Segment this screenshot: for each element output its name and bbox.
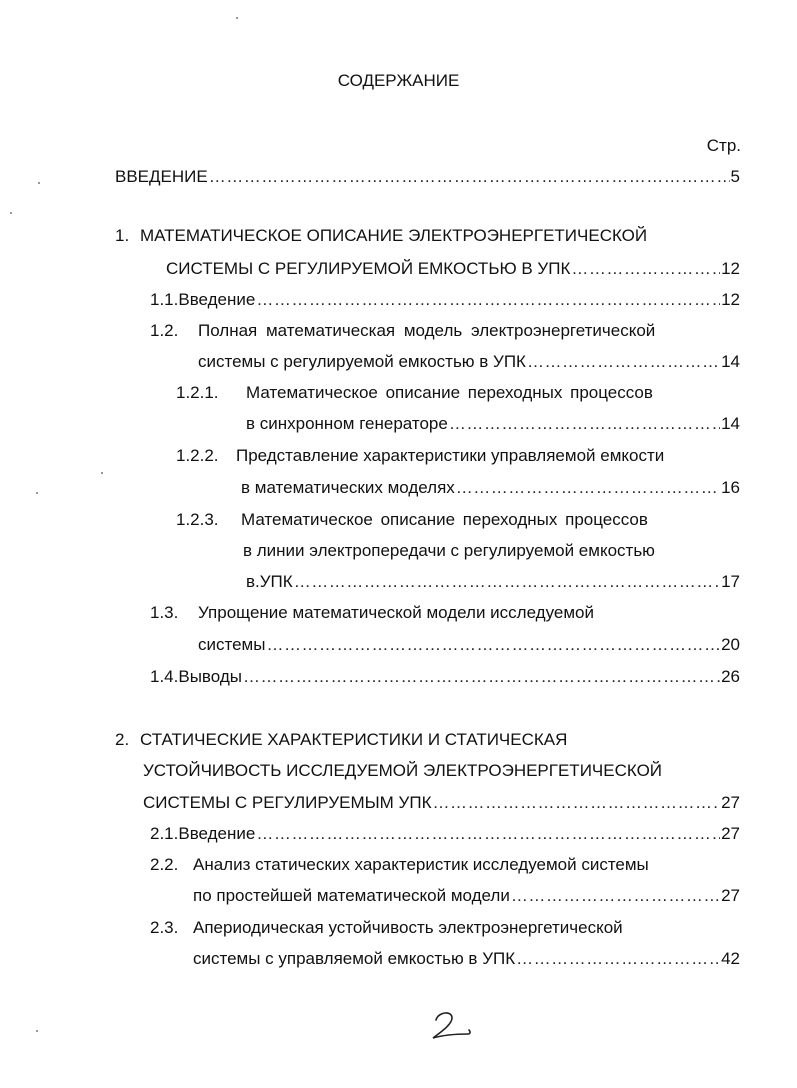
scan-speck <box>10 212 12 214</box>
toc-entry-text: по простейшей математической модели <box>193 886 510 905</box>
toc-entry-2-3-line1[interactable]: Апериодическая устойчивость электроэнергетической <box>193 918 623 937</box>
toc-entry-page: 27 <box>721 793 740 812</box>
page-column-label: Стр. <box>706 136 741 155</box>
toc-entry-page: 14 <box>721 414 740 433</box>
page-title: СОДЕРЖАНИЕ <box>337 71 460 90</box>
scan-speck <box>38 182 40 184</box>
toc-entry-number: 2.1. <box>150 824 179 843</box>
toc-entry-1-2-1[interactable] <box>246 415 740 432</box>
toc-entry-page: 42 <box>721 949 740 968</box>
toc-entry-2-1[interactable] <box>150 825 740 842</box>
toc-entry-1-2[interactable] <box>198 353 740 370</box>
toc-entry-text: СИСТЕМЫ С РЕГУЛИРУЕМОЙ ЕМКОСТЬЮ В УПК <box>166 259 571 278</box>
toc-entry-page: 12 <box>721 290 740 309</box>
toc-entry-1[interactable] <box>166 260 740 277</box>
toc-entry-2-number: 2. <box>115 730 130 749</box>
toc-entry-1-2-3-number: 1.2.3. <box>176 510 219 529</box>
toc-entry-1-2-3-line1[interactable]: Математическое описание переходных процессов <box>241 510 648 529</box>
toc-entry-1-line1[interactable]: МАТЕМАТИЧЕСКОЕ ОПИСАНИЕ ЭЛЕКТРОЭНЕРГЕТИЧЕСКОЙ <box>140 226 648 245</box>
scan-speck <box>101 472 103 474</box>
toc-entry-1-2-3[interactable] <box>246 573 740 590</box>
toc-entry-2-3-number: 2.3. <box>150 918 179 937</box>
toc-entry-2-3[interactable] <box>193 950 740 967</box>
toc-entry-1-2-line1[interactable]: Полная математическая модель электроэнергетической <box>198 321 656 340</box>
dot-leader <box>266 636 720 653</box>
toc-entry-1-3-line1[interactable]: Упрощение математической модели исследуемой <box>198 603 594 622</box>
toc-entry-1-2-2[interactable] <box>241 479 740 496</box>
toc-entry-text: в математических моделях <box>241 478 455 497</box>
toc-entry-text: системы с управляемой емкостью в УПК <box>193 949 516 968</box>
dot-leader <box>527 353 720 370</box>
toc-entry-text: системы <box>198 635 266 654</box>
toc-entry-1-2-2-number: 1.2.2. <box>176 446 219 465</box>
handwritten-page-number <box>430 1008 474 1042</box>
toc-entry-page: 17 <box>721 572 740 591</box>
scan-speck <box>36 492 38 494</box>
toc-entry-text: системы с регулируемой емкостью в УПК <box>198 352 526 371</box>
dot-leader <box>294 573 720 590</box>
toc-entry-intro[interactable] <box>115 168 740 185</box>
toc-entry-text: Выводы <box>178 667 242 686</box>
toc-entry-page: 12 <box>721 259 740 278</box>
toc-entry-1-number: 1. <box>115 226 130 245</box>
toc-entry-1-2-1-line1[interactable]: Математическое описание переходных процессов <box>246 383 653 402</box>
toc-entry-1-2-2-line1[interactable]: Представление характеристики управляемой емкости <box>236 446 665 465</box>
dot-leader <box>449 415 720 432</box>
toc-entry-page: 5 <box>730 167 740 186</box>
toc-entry-page: 14 <box>721 352 740 371</box>
toc-entry-2-line2[interactable]: УСТОЙЧИВОСТЬ ИССЛЕДУЕМОЙ ЭЛЕКТРОЭНЕРГЕТИЧЕСКОЙ <box>143 761 663 780</box>
toc-entry-text: ВВЕДЕНИЕ <box>115 167 208 186</box>
toc-entry-page: 26 <box>721 667 740 686</box>
scan-speck <box>36 1030 38 1032</box>
toc-entry-page: 27 <box>721 886 740 905</box>
toc-entry-number: 1.4. <box>150 667 179 686</box>
toc-entry-text: в синхронном генераторе <box>246 414 448 433</box>
toc-entry-1-4[interactable] <box>150 668 740 685</box>
dot-leader <box>456 479 720 496</box>
toc-entry-text: Введение <box>178 290 256 309</box>
toc-entry-1-2-number: 1.2. <box>150 321 179 340</box>
toc-entry-page: 20 <box>721 635 740 654</box>
toc-entry-1-2-1-number: 1.2.1. <box>176 383 219 402</box>
scan-speck <box>236 17 238 19</box>
toc-entry-page: 16 <box>721 478 740 497</box>
toc-entry-text: СИСТЕМЫ С РЕГУЛИРУЕМЫМ УПК <box>143 793 432 812</box>
toc-entry-1-3[interactable] <box>198 636 740 653</box>
toc-entry-2-2-line1[interactable]: Анализ статических характеристик исследуемой системы <box>193 855 649 874</box>
toc-entry-2-2-number: 2.2. <box>150 855 179 874</box>
toc-entry-text: в.УПК <box>246 572 293 591</box>
toc-entry-text: Введение <box>178 824 256 843</box>
dot-leader <box>256 291 720 308</box>
toc-entry-2-line1[interactable]: СТАТИЧЕСКИЕ ХАРАКТЕРИСТИКИ И СТАТИЧЕСКАЯ <box>140 730 568 749</box>
toc-entry-1-2-3-line2[interactable]: в линии электропередачи с регулируемой емкостью <box>243 541 655 560</box>
dot-leader <box>432 794 720 811</box>
toc-entry-1-1[interactable] <box>150 291 740 308</box>
toc-entry-2[interactable] <box>143 794 740 811</box>
dot-leader <box>256 825 720 842</box>
toc-entry-page: 27 <box>721 824 740 843</box>
dot-leader <box>209 168 730 185</box>
dot-leader <box>516 950 720 967</box>
dot-leader <box>571 260 720 277</box>
dot-leader <box>511 887 720 904</box>
toc-entry-1-3-number: 1.3. <box>150 603 179 622</box>
toc-entry-2-2[interactable] <box>193 887 740 904</box>
toc-entry-number: 1.1. <box>150 290 179 309</box>
dot-leader <box>243 668 720 685</box>
